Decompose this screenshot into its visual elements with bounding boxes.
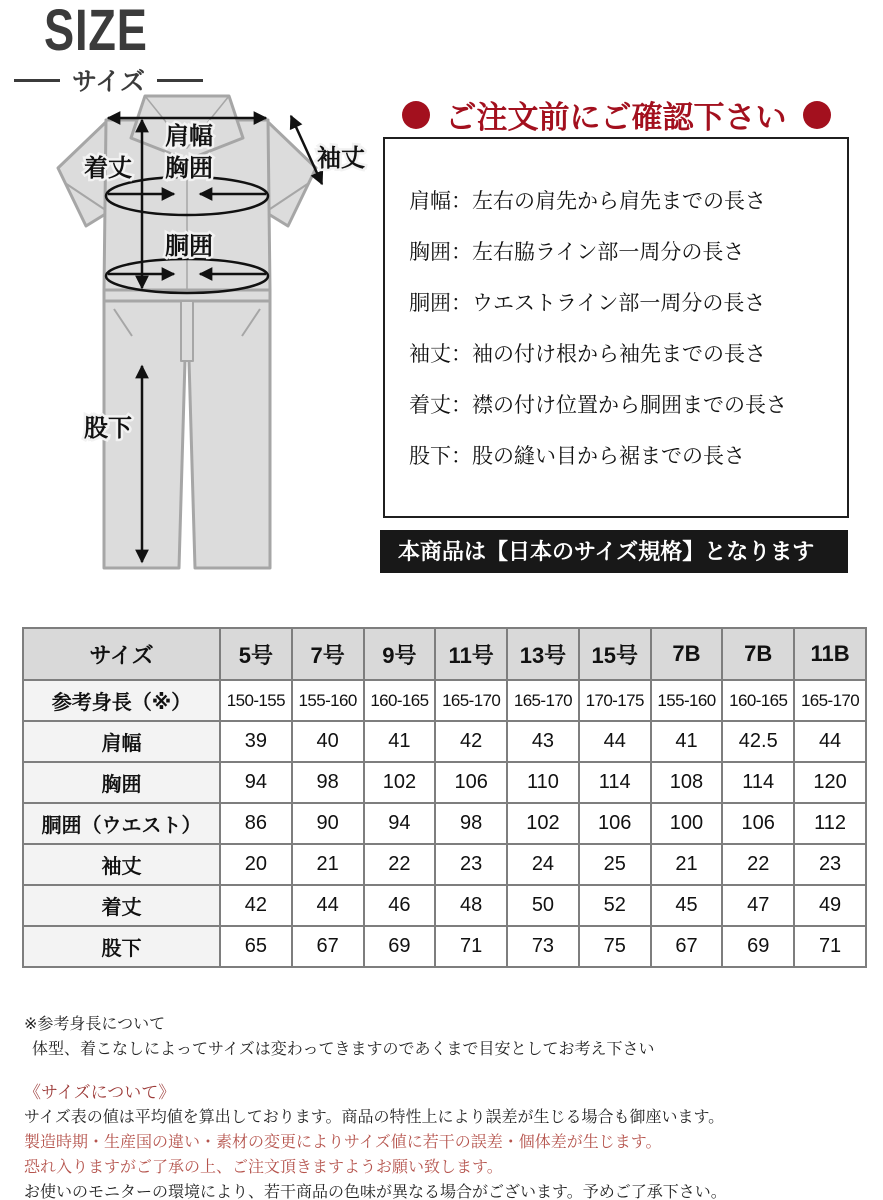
table-header-cell: 11号 <box>435 628 507 680</box>
table-cell: 42 <box>435 721 507 762</box>
footnotes <box>24 1012 872 1200</box>
definition-line: 胴囲：ウエストライン部一周分の長さ <box>409 292 766 315</box>
waistband <box>104 290 270 301</box>
table-cell: 165-170 <box>794 680 866 721</box>
footnote-ref-height-body: 体型、着こなしによってサイズは変わってきますのであくまで目安としてお考え下さい <box>32 1041 655 1058</box>
table-row <box>23 844 866 885</box>
table-cell: 22 <box>722 844 794 885</box>
garment-measurement-diagram <box>48 88 378 580</box>
table-cell: 165-170 <box>435 680 507 721</box>
table-cell: 40 <box>292 721 364 762</box>
table-cell: 102 <box>507 803 579 844</box>
table-header-row <box>23 628 866 680</box>
table-cell: 46 <box>364 885 436 926</box>
definition-line: 着丈：襟の付け位置から胴囲までの長さ <box>409 394 787 417</box>
table-cell: 23 <box>794 844 866 885</box>
table-cell: 43 <box>507 721 579 762</box>
table-cell: 42.5 <box>722 721 794 762</box>
table-cell: 170-175 <box>579 680 651 721</box>
table-cell: 69 <box>364 926 436 967</box>
table-cell: 110 <box>507 762 579 803</box>
table-cell: 155-160 <box>292 680 364 721</box>
table-cell: 48 <box>435 885 507 926</box>
table-header-cell: 13号 <box>507 628 579 680</box>
table-header-cell: 11B <box>794 628 866 680</box>
chest-girth-label: 胸囲 <box>165 155 213 182</box>
table-cell: 47 <box>722 885 794 926</box>
table-cell: 160-165 <box>364 680 436 721</box>
table-cell: 155-160 <box>651 680 723 721</box>
row-label-cell: 胸囲 <box>23 762 220 803</box>
dash-left-icon <box>14 79 60 82</box>
table-cell: 42 <box>220 885 292 926</box>
japan-size-standard-bar: 本商品は【日本のサイズ規格】となります <box>380 530 848 573</box>
table-cell: 67 <box>651 926 723 967</box>
red-dot-right-icon <box>803 101 831 129</box>
table-row <box>23 803 866 844</box>
table-cell: 52 <box>579 885 651 926</box>
table-cell: 120 <box>794 762 866 803</box>
table-cell: 41 <box>364 721 436 762</box>
sleeve-length-label: 袖丈 <box>317 145 365 172</box>
definition-line: 肩幅：左右の肩先から肩先までの長さ <box>409 190 766 213</box>
inseam-label: 股下 <box>84 415 132 442</box>
table-cell: 45 <box>651 885 723 926</box>
shoulder-width-label: 肩幅 <box>165 123 213 150</box>
table-cell: 94 <box>220 762 292 803</box>
table-cell: 106 <box>722 803 794 844</box>
row-label-cell: 着丈 <box>23 885 220 926</box>
table-cell: 22 <box>364 844 436 885</box>
row-label-cell: 胴囲（ウエスト） <box>23 803 220 844</box>
footnote-average-note: サイズ表の値は平均値を算出しております。商品の特性上により誤差が生じる場合も御座います。 <box>24 1109 725 1126</box>
table-header-cell: 9号 <box>364 628 436 680</box>
table-cell: 50 <box>507 885 579 926</box>
row-label-cell: 股下 <box>23 926 220 967</box>
fly-placket <box>181 301 193 361</box>
table-cell: 150-155 <box>220 680 292 721</box>
table-cell: 49 <box>794 885 866 926</box>
definition-line: 股下：股の縫い目から裾までの長さ <box>409 445 745 468</box>
footnote-monitor-note: お使いのモニターの環境により、若干商品の色味が異なる場合がございます。予めご了承下さい。 <box>24 1184 727 1200</box>
footnote-gap <box>24 1062 872 1080</box>
table-row <box>23 762 866 803</box>
waist-girth-label: 胴囲 <box>165 233 213 260</box>
table-cell: 41 <box>651 721 723 762</box>
table-cell: 100 <box>651 803 723 844</box>
table-cell: 160-165 <box>722 680 794 721</box>
table-cell: 44 <box>579 721 651 762</box>
table-cell: 67 <box>292 926 364 967</box>
table-cell: 20 <box>220 844 292 885</box>
table-cell: 98 <box>292 762 364 803</box>
measurement-definitions-box <box>383 137 849 518</box>
footnote-ref-height-title: ※参考身長について <box>24 1016 166 1033</box>
table-header-cell: 7号 <box>292 628 364 680</box>
row-label-cell: 肩幅 <box>23 721 220 762</box>
table-cell: 106 <box>435 762 507 803</box>
table-header-cell: 7B <box>722 628 794 680</box>
red-dot-left-icon <box>402 101 430 129</box>
table-cell: 71 <box>794 926 866 967</box>
table-cell: 25 <box>579 844 651 885</box>
table-header-cell: 5号 <box>220 628 292 680</box>
dash-right-icon <box>157 79 203 82</box>
table-row <box>23 926 866 967</box>
table-cell: 23 <box>435 844 507 885</box>
table-header-cell: サイズ <box>23 628 220 680</box>
table-cell: 90 <box>292 803 364 844</box>
table-header-cell: 15号 <box>579 628 651 680</box>
table-cell: 114 <box>579 762 651 803</box>
table-header-cell: 7B <box>651 628 723 680</box>
notice-title-label: ご注文前にご確認下さい <box>445 100 787 135</box>
table-cell: 44 <box>292 885 364 926</box>
table-cell: 73 <box>507 926 579 967</box>
table-cell: 108 <box>651 762 723 803</box>
table-cell: 102 <box>364 762 436 803</box>
size-table <box>22 627 867 968</box>
row-label-cell: 袖丈 <box>23 844 220 885</box>
table-cell: 69 <box>722 926 794 967</box>
table-cell: 24 <box>507 844 579 885</box>
table-cell: 39 <box>220 721 292 762</box>
page-subtitle-label: サイズ <box>72 68 146 96</box>
definition-line: 胸囲：左右脇ライン部一周分の長さ <box>409 241 745 264</box>
row-label-cell: 参考身長（※） <box>23 680 220 721</box>
table-cell: 65 <box>220 926 292 967</box>
footnote-about-size-title: 《サイズについて》 <box>24 1083 176 1102</box>
footnote-apology-note: 恐れ入りますがご了承の上、ご注文頂きますようお願い致します。 <box>24 1159 503 1176</box>
table-cell: 44 <box>794 721 866 762</box>
table-cell: 98 <box>435 803 507 844</box>
definition-line: 袖丈：袖の付け根から袖先までの長さ <box>409 343 766 366</box>
table-cell: 71 <box>435 926 507 967</box>
table-row <box>23 721 866 762</box>
table-cell: 165-170 <box>507 680 579 721</box>
table-cell: 106 <box>579 803 651 844</box>
footnote-tolerance-note: 製造時期・生産国の違い・素材の変更によりサイズ値に若干の誤差・個体差が生じます。 <box>24 1134 662 1151</box>
table-cell: 21 <box>651 844 723 885</box>
table-cell: 114 <box>722 762 794 803</box>
table-cell: 75 <box>579 926 651 967</box>
notice-title <box>383 92 849 137</box>
table-cell: 94 <box>364 803 436 844</box>
table-cell: 86 <box>220 803 292 844</box>
body-length-label: 着丈 <box>84 155 132 182</box>
table-cell: 21 <box>292 844 364 885</box>
table-cell: 112 <box>794 803 866 844</box>
table-row <box>23 680 866 721</box>
page-title: SIZE <box>44 0 148 63</box>
table-row <box>23 885 866 926</box>
